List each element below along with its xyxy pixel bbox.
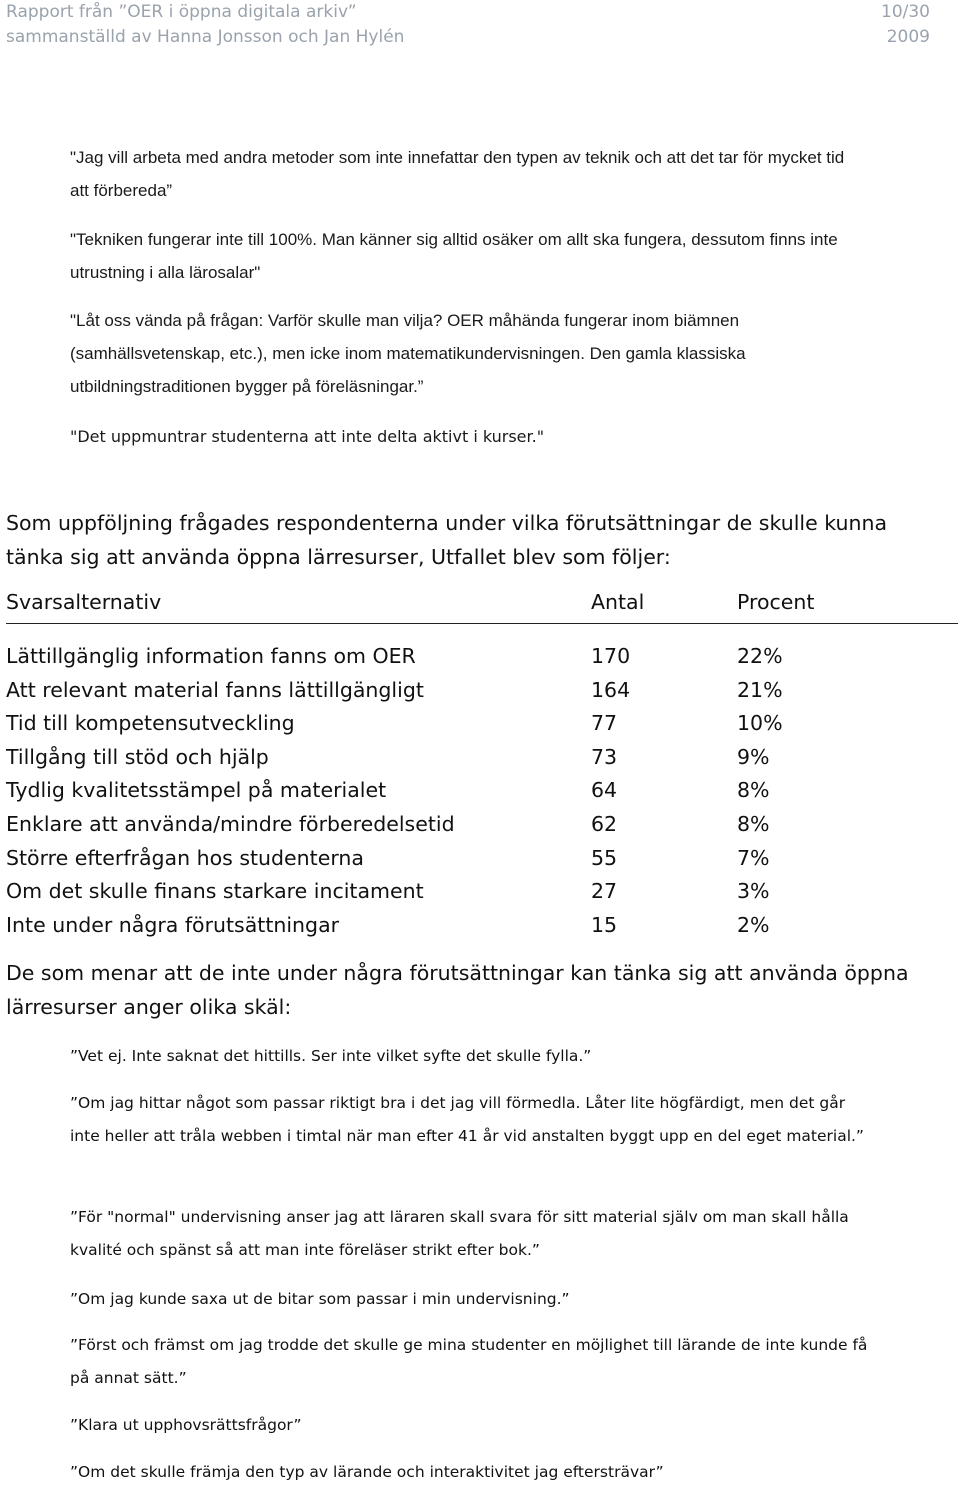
cell-count: 164	[591, 677, 631, 702]
table-row	[6, 640, 958, 674]
cell-count: 27	[591, 879, 618, 904]
table-row	[6, 674, 958, 708]
table-row	[6, 741, 958, 775]
page-header	[6, 0, 930, 50]
table-row	[6, 707, 958, 741]
reason-quote: ”För "normal" undervisning anser jag att läraren skall svara för sitt material själv om man skall hålla kvalité och spänst så att man inte föreläser strikt efter bok.”	[70, 1208, 849, 1259]
cell-percent: 2%	[737, 912, 770, 937]
column-header-percent: Procent	[737, 590, 815, 614]
outro-paragraph: De som menar att de inte under några förutsättningar kan tänka sig att använda öppna lärresurser anger olika skäl:	[6, 961, 909, 1019]
table-row	[6, 774, 958, 808]
cell-count: 62	[591, 811, 618, 836]
page-number: 10/30	[881, 2, 930, 22]
cell-count: 64	[591, 778, 618, 803]
header-left	[6, 0, 404, 50]
quote-paragraph: "Tekniken fungerar inte till 100%. Man känner sig alltid osäker om allt ska fungera, dessutom finns inte utrustning i alla lärosalar"	[70, 230, 838, 282]
cell-option: Tid till kompetensutveckling	[6, 711, 295, 736]
cell-percent: 3%	[737, 879, 770, 904]
table-header-row	[6, 590, 958, 624]
cell-count: 55	[591, 845, 618, 870]
cell-percent: 10%	[737, 711, 783, 736]
cell-option: Lättillgänglig information fanns om OER	[6, 644, 416, 668]
report-title: Rapport från ”OER i öppna digitala arkiv”	[6, 2, 357, 22]
header-right	[881, 0, 930, 50]
cell-percent: 8%	[737, 778, 770, 803]
table-row	[6, 808, 958, 842]
cell-percent: 22%	[737, 644, 783, 668]
cell-percent: 8%	[737, 811, 770, 836]
cell-option: Tydlig kvalitetsstämpel på materialet	[6, 778, 387, 803]
cell-percent: 7%	[737, 845, 770, 870]
report-year: 2009	[886, 27, 930, 47]
reason-quote: ”Vet ej. Inte saknat det hittills. Ser inte vilket syfte det skulle fylla.”	[70, 1047, 592, 1065]
cell-percent: 9%	[737, 744, 770, 769]
cell-option: Större efterfrågan hos studenterna	[6, 845, 364, 870]
cell-count: 15	[591, 912, 618, 937]
intro-paragraph: Som uppföljning frågades respondenterna under vilka förutsättningar de skulle kunna tänka sig att använda öppna lärresurser, Utfallet blev som följer:	[6, 511, 888, 569]
reason-quote: ”Om jag kunde saxa ut de bitar som passar i min undervisning.”	[70, 1290, 570, 1308]
cell-option: Enklare att använda/mindre förberedelsetid	[6, 811, 455, 836]
reason-quote: ”Om det skulle främja den typ av lärande och interaktivitet jag eftersträvar”	[70, 1463, 664, 1481]
report-authors: sammanställd av Hanna Jonsson och Jan Hylén	[6, 27, 405, 47]
cell-count: 170	[591, 644, 631, 668]
quote-paragraph: "Det uppmuntrar studenterna att inte delta aktivt i kurser."	[70, 427, 545, 446]
reason-quote: ”Klara ut upphovsrättsfrågor”	[70, 1416, 302, 1434]
cell-percent: 21%	[737, 677, 783, 702]
table-row	[6, 842, 958, 876]
table-body	[6, 640, 958, 942]
cell-count: 73	[591, 744, 618, 769]
cell-option: Tillgång till stöd och hjälp	[6, 744, 269, 769]
column-header-option: Svarsalternativ	[6, 590, 162, 614]
cell-option: Om det skulle finans starkare incitament	[6, 879, 424, 904]
results-table	[6, 590, 958, 937]
table-row	[6, 875, 958, 909]
cell-option: Inte under några förutsättningar	[6, 912, 340, 937]
cell-count: 77	[591, 711, 618, 736]
table-row	[6, 909, 958, 943]
quote-paragraph: "Låt oss vända på frågan: Varför skulle man vilja? OER måhända fungerar inom biämnen (samhällsvetenskap, etc.), men icke inom matematikundervisningen. Den gamla klassiska utbildningstraditionen bygger på föreläsningar.”	[70, 311, 746, 396]
column-header-count: Antal	[591, 590, 645, 614]
quote-paragraph: "Jag vill arbeta med andra metoder som inte innefattar den typen av teknik och att det tar för mycket tid att förbereda”	[70, 148, 845, 200]
reason-quote: ”Om jag hittar något som passar riktigt bra i det jag vill förmedla. Låter lite högfärdigt, men det går inte heller att tråla webben i timtal när man efter 41 år vid anstalten byggt upp en del eget material.”	[70, 1094, 864, 1145]
reason-quote: ”Först och främst om jag trodde det skulle ge mina studenter en möjlighet till lärande de inte kunde få på annat sätt.”	[70, 1336, 868, 1387]
cell-option: Att relevant material fanns lättillgängligt	[6, 677, 424, 702]
